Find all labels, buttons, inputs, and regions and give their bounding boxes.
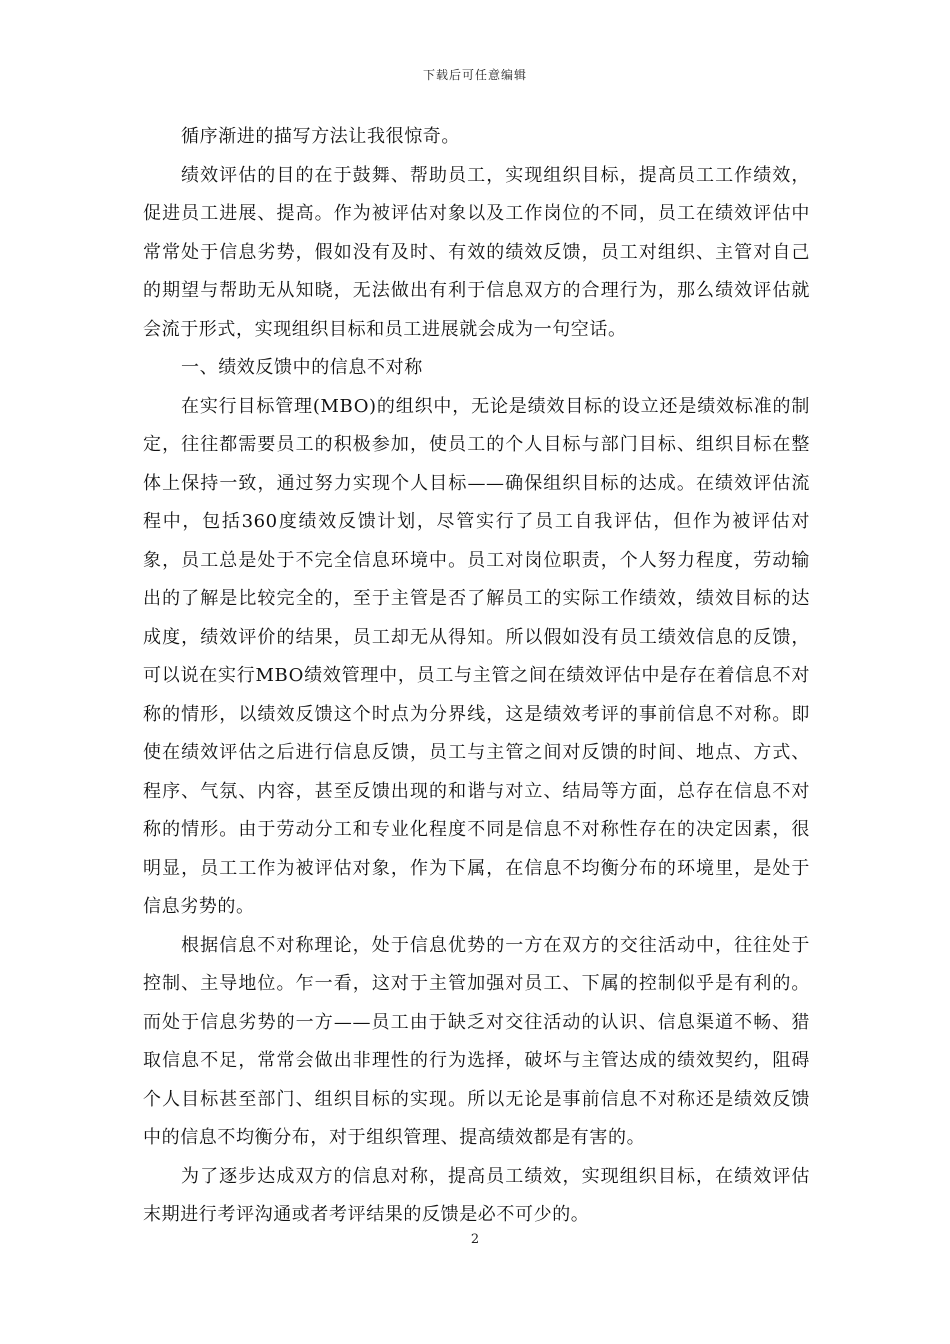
paragraph-purpose: 绩效评估的目的在于鼓舞、帮助员工，实现组织目标，提高员工工作绩效，促进员工进展、提高。作为被评估对象以及工作岗位的不同，员工在绩效评估中常常处于信息劣势，假如没有及时、有效的绩效反馈，员工对组织、主管对自己的期望与帮助无从知晓，无法做出有利于信息双方的合理行为，那么绩效评估就会流于形式，实现组织目标和员工进展就会成为一句空话。 bbox=[143, 164, 810, 340]
section-heading: 一、绩效反馈中的信息不对称 bbox=[181, 357, 423, 378]
paragraph-conclusion: 为了逐步达成双方的信息对称，提高员工绩效，实现组织目标，在绩效评估末期进行考评沟通或者考评结果的反馈是必不可少的。 bbox=[143, 1165, 810, 1225]
paragraph-asymmetry: 在实行目标管理(MBO)的组织中，无论是绩效目标的设立还是绩效标准的制定，往往都需要员工的积极参加，使员工的个人目标与部门目标、组织目标在整体上保持一致，通过努力实现个人目标——确保组织目标的达成。在绩效评估流程中，包括360度绩效反馈计划，尽管实行了员工自我评估，但作为被评估对象，员工总是处于不完全信息环境中。员工对岗位职责，个人努力程度，劳动输出的了解是比较完全的，至于主管是否了解员工的实际工作绩效，绩效目标的达成度，绩效评价的结果，员工却无从得知。所以假如没有员工绩效信息的反馈，可以说在实行MBO绩效管理中，员工与主管之间在绩效评估中是存在着信息不对称的情形，以绩效反馈这个时点为分界线，这是绩效考评的事前信息不对称。即使在绩效评估之后进行信息反馈，员工与主管之间对反馈的时间、地点、方式、程序、气氛、内容，甚至反馈出现的和谐与对立、结局等方面，总存在信息不对称的情形。由于劳动分工和专业化程度不同是信息不对称性存在的决定因素，很明显，员工工作为被评估对象，作为下属，在信息不均衡分布的环境里，是处于信息劣势的。 bbox=[143, 395, 810, 917]
paragraph-intro-fragment: 循序渐进的描写方法让我很惊奇。 bbox=[181, 126, 460, 147]
page-header-note: 下载后可任意编辑 bbox=[422, 68, 527, 82]
paragraph-theory: 根据信息不对称理论，处于信息优势的一方在双方的交往活动中，往往处于控制、主导地位。乍一看，这对于主管加强对员工、下属的控制似乎是有利的。而处于信息劣势的一方——员工由于缺乏对交往活动的认识、信息渠道不畅、猎取信息不足，常常会做出非理性的行为选择，破坏与主管达成的绩效契约，阻碍个人目标甚至部门、组织目标的实现。所以无论是事前信息不对称还是绩效反馈中的信息不均衡分布，对于组织管理、提高绩效都是有害的。 bbox=[143, 934, 810, 1148]
document-body bbox=[143, 118, 810, 1235]
page-number: 2 bbox=[470, 1232, 480, 1247]
